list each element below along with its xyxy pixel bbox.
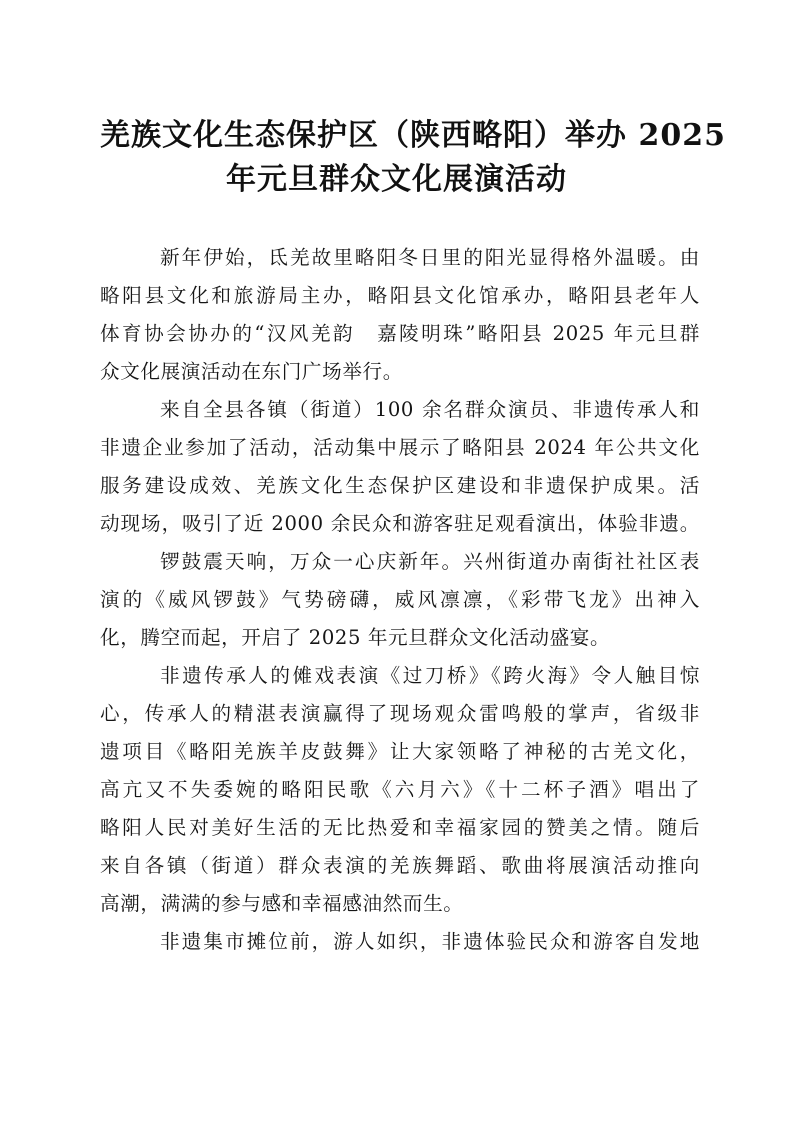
paragraph-line: 众文化展演活动在东门广场举行。 [100,360,403,383]
paragraph-performances [100,657,700,923]
paragraph-line: 新年伊始，氐羌故里略阳冬日里的阳光显得格外温暖。由 [160,246,700,269]
paragraph-line: 动现场，吸引了近 2000 余民众和游客驻足观看演出，体验非遗。 [100,512,700,535]
paragraph-line: 服务建设成效、羌族文化生态保护区建设和非遗保护成果。活 [100,474,700,497]
paragraph-line: 来自各镇（街道）群众表演的羌族舞蹈、歌曲将展演活动推向 [100,854,700,877]
paragraph-line: 高潮，满满的参与感和幸福感油然而生。 [100,892,464,915]
paragraph-gongs-drums [100,543,700,657]
article-title [100,114,726,202]
paragraph-line: 化，腾空而起，开启了 2025 年元旦群众文化活动盛宴。 [100,626,611,649]
paragraph-line: 非遗集市摊位前，游人如织，非遗体验民众和游客自发地 [160,930,700,953]
paragraph-line: 体育协会协办的“汉风羌韵 嘉陵明珠”略阳县 2025 年元旦群 [100,322,700,345]
paragraph-market [100,923,700,961]
paragraph-line: 非遗企业参加了活动，活动集中展示了略阳县 2024 年公共文化 [100,436,700,459]
paragraph-line: 非遗传承人的傩戏表演《过刀桥》《跨火海》令人触目惊 [160,664,700,687]
paragraph-line: 锣鼓震天响，万众一心庆新年。兴州街道办南街社社区表 [160,550,700,573]
paragraph-line: 遗项目《略阳羌族羊皮鼓舞》让大家领略了神秘的古羌文化， [100,740,700,763]
paragraph-line: 心，传承人的精湛表演赢得了现场观众雷鸣般的掌声，省级非 [100,702,700,725]
paragraph-line: 略阳县文化和旅游局主办，略阳县文化馆承办，略阳县老年人 [100,284,700,307]
paragraph-line: 高亢又不失委婉的略阳民歌《六月六》《十二杯子酒》唱出了 [100,778,700,801]
article-body [100,239,700,961]
paragraph-line: 演的《威风锣鼓》气势磅礴，威风凛凛，《彩带飞龙》出神入 [100,588,700,611]
paragraph-line: 来自全县各镇（街道）100 余名群众演员、非遗传承人和 [160,398,700,421]
title-line-2: 年元旦群众文化展演活动 [226,162,567,197]
title-line-1: 羌族文化生态保护区（陕西略阳）举办 2025 [100,118,726,153]
paragraph-line: 略阳人民对美好生活的无比热爱和幸福家园的赞美之情。随后 [100,816,700,839]
paragraph-participants [100,391,700,543]
paragraph-opening [100,239,700,391]
